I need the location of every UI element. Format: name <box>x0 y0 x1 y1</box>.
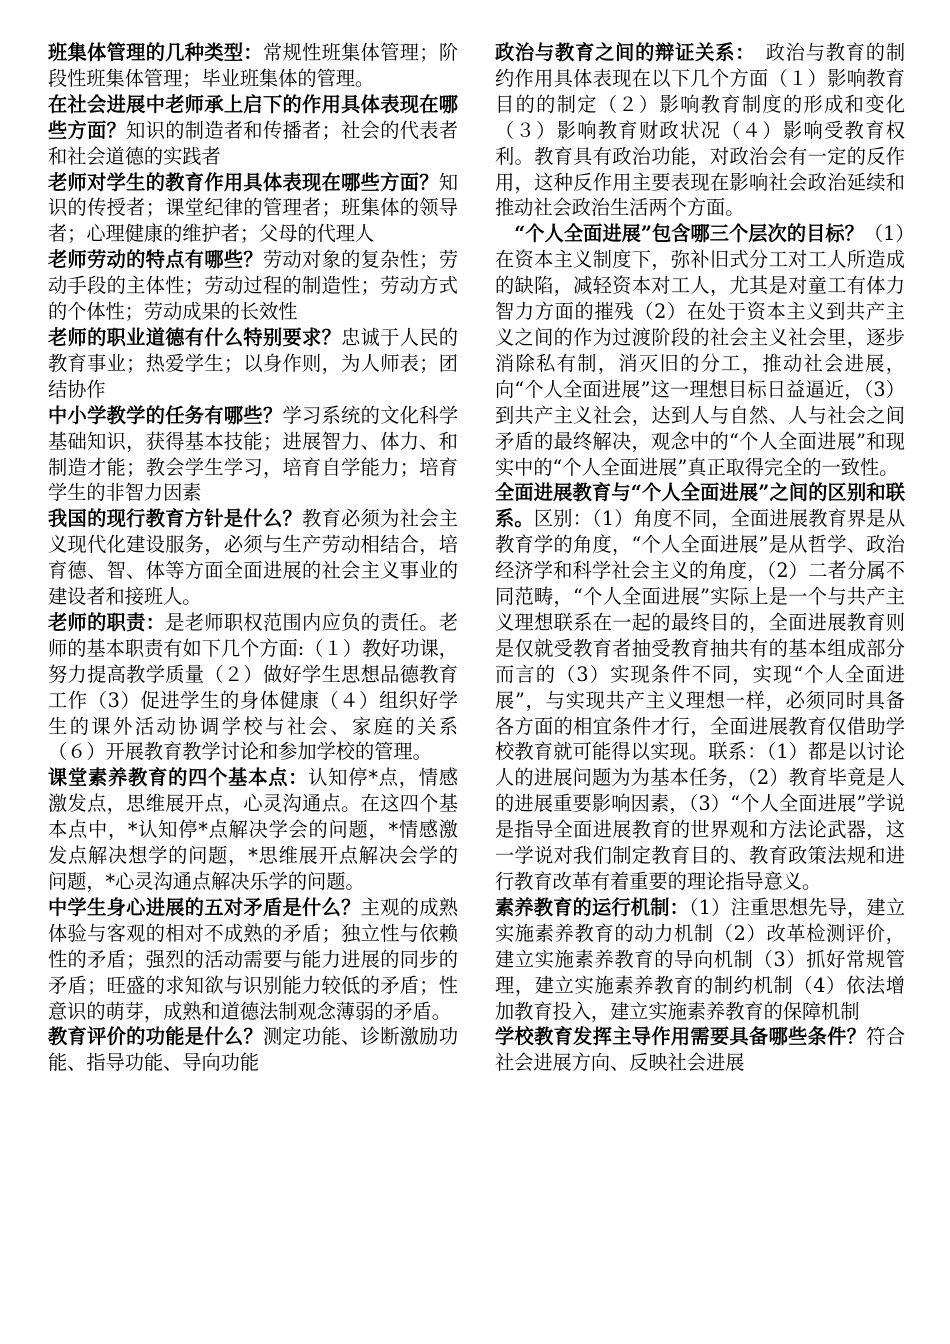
entry-school-leading-role <box>495 1024 905 1076</box>
entry-five-contradictions <box>48 895 458 1025</box>
entry-question: 中小学教学的任务有哪些？ <box>48 403 283 427</box>
entry-answer: （1）在资本主义制度下，弥补旧式分工对工人所造成的缺陷，减轻资本对工人，尤其是对童工有体力智力方面的摧残（2）在处于资本主义到共产主义之间的作为过渡阶段的社会主义社会里，逐步消除私有制，消灭旧的分工，推动社会进展，向“个人全面进展”这一理想目标日益逼近，（3）到共产主义社会，达到人与自然、人与社会之间矛盾的最终解决，观念中的“个人全面进展”和现实中的“个人全面进展”真正取得完全的一致性。 <box>495 222 906 479</box>
entry-quality-education-mechanism <box>495 895 905 1025</box>
entry-question: 学校教育发挥主导作用需要具备哪些条件？ <box>495 1025 867 1049</box>
entry-question: “个人全面进展”包含哪三个层次的目标？ <box>514 222 864 246</box>
entry-difference-and-connection <box>495 480 905 895</box>
entry-evaluation-functions <box>48 1024 458 1076</box>
entry-question: 老师对学生的教育作用具体表现在哪些方面？ <box>48 170 439 194</box>
entry-teaching-tasks <box>48 403 458 507</box>
entry-education-policy <box>48 506 458 610</box>
entry-question: 在社会进展中老师承上启下的作用具体表现在哪些方面？ <box>48 92 458 142</box>
entry-teacher-duties <box>48 610 458 765</box>
entry-question: 班集体管理的几种类型： <box>48 41 263 64</box>
entry-question: 老师劳动的特点有哪些？ <box>48 248 263 272</box>
entry-question: 素养教育的运行机制： <box>495 895 689 919</box>
entry-answer: 学习系统的文化科学基础知识，获得基本技能；进展智力、体力、和制造才能；教会学生学习，培育自学能力；培育学生的非智力因素 <box>48 403 459 505</box>
entry-question: 我国的现行教育方针是什么？ <box>48 507 303 531</box>
entry-answer: 知识的传授者；课堂纪律的管理者；班集体的领导者；心理健康的维护者；父母的代理人 <box>48 170 458 246</box>
entry-question: 课堂素养教育的四个基本点： <box>48 766 309 790</box>
entry-question: 全面进展教育与“个人全面进展”之间的区别和联系。 <box>495 481 905 531</box>
entry-teacher-social-role <box>48 92 458 170</box>
entry-answer: 是老师职权范围内应负的责任。老师的基本职责有如下几个方面:（１）教好功课，努力提高教学质量（２）做好学生思想品德教育工作（3）促进学生的身体健康（４）组织好学生的课外活动协调学校与社会、家庭的关系（６）开展教育教学讨论和参加学校的管理。 <box>48 610 459 764</box>
entry-answer: 知识的制造者和传播者；社会的代表者和社会道德的实践者 <box>48 118 459 168</box>
entry-answer: 劳动对象的复杂性；劳动手段的主体性；劳动过程的制造性；劳动方式的个体性；劳动成果的长效性 <box>48 248 459 324</box>
entry-three-levels <box>495 221 905 480</box>
entry-teacher-labor-features <box>48 247 458 325</box>
entry-answer: 区别：（1）角度不同，全面进展教育界是从教育学的角度，“个人全面进展”是从哲学、政治经济学和科学社会主义的角度，（2）二者分属不同范畴，“个人全面进展”实际上是一个与共产主义理想联系在一起的最终目的，全面进展教育则是仅就受教育者抽受教育抽共有的基本组成部分而言的（3）实现条件不同，实现“个人全面进展”，与实现共产主义理想一样，必须同时具备各方面的相宜条件才行，全面进展教育仅借助学校教育就可能得以实现。联系：（1）都是以讨论人的进展问题为为基本任务，（2）教育毕竟是人的进展重要影响因素，（3）“个人全面进展”学说是指导全面进展教育的世界观和方法论武器，这一学说对我们制定教育目的、教育政策法规和进行教育改革有着重要的理论指导意义。 <box>495 507 906 893</box>
entry-answer: 认知停*点，情感激发点，思维展开点，心灵沟通点。在这四个基本点中，*认知停*点解决学会的问题，*情感激发点解决想学的问题，*思维展开点解决会学的问题，*心灵沟通点解决乐学的问题。 <box>48 766 459 893</box>
entry-question: 老师的职业道德有什么特别要求？ <box>48 325 342 349</box>
entry-answer: 符合社会进展方向、反映社会进展 <box>495 1025 906 1075</box>
entry-teacher-educational-role <box>48 170 458 248</box>
entry-answer: （1）注重思想先导，建立实施素养教育的动力机制（2）改革检测评价，建立实施素养教育的导向机制（3）抓好常规管理，建立实施素养教育的制约机制（4）依法增加教育投入，建立实施素养教育的保障机制 <box>495 895 906 1023</box>
entry-class-management-types <box>48 40 458 92</box>
left-column <box>48 40 458 1076</box>
entry-question: 政治与教育之间的辩证关系： <box>495 41 746 64</box>
entry-answer: 测定功能、诊断激励功能、指导功能、导向功能 <box>48 1025 459 1075</box>
entry-question: 中学生身心进展的五对矛盾是什么？ <box>48 895 361 919</box>
entry-answer: 主观的成熟体验与客观的相对不成熟的矛盾；独立性与依赖性的矛盾；强烈的活动需要与能力进展的同步的矛盾；旺盛的求知欲与识别能力较低的矛盾；性意识的萌芽，成熟和道德法制观念薄弱的矛盾。 <box>48 895 459 1023</box>
entry-answer: 常规性班集体管理；阶段性班集体管理；毕业班集体的管理。 <box>48 41 459 90</box>
entry-four-basic-points <box>48 765 458 895</box>
entry-question: 老师的职责： <box>48 610 166 634</box>
entry-answer: 忠诚于人民的教育事业；热爱学生；以身作则，为人师表；团结协作 <box>48 325 458 401</box>
entry-professional-ethics <box>48 325 458 403</box>
entry-answer: 政治与教育的制约作用具体表现在以下几个方面（１）影响教育目的的制定（２）影响教育制度的形成和变化（３）影响教育财政状况（４）影响受教育权利。教育具有政治功能，对政治会有一定的反作用，这种反作用主要表现在影响社会政治延续和推动社会政治生活两个方面。 <box>495 41 906 220</box>
right-column <box>495 40 905 1076</box>
entry-answer: 教育必须为社会主义现代化建设服务，必须与生产劳动相结合，培育德、智、体等方面全面进展的社会主义事业的建设者和接班人。 <box>48 507 459 609</box>
entry-politics-education-relation <box>495 40 905 221</box>
entry-question: 教育评价的功能是什么？ <box>48 1025 263 1049</box>
